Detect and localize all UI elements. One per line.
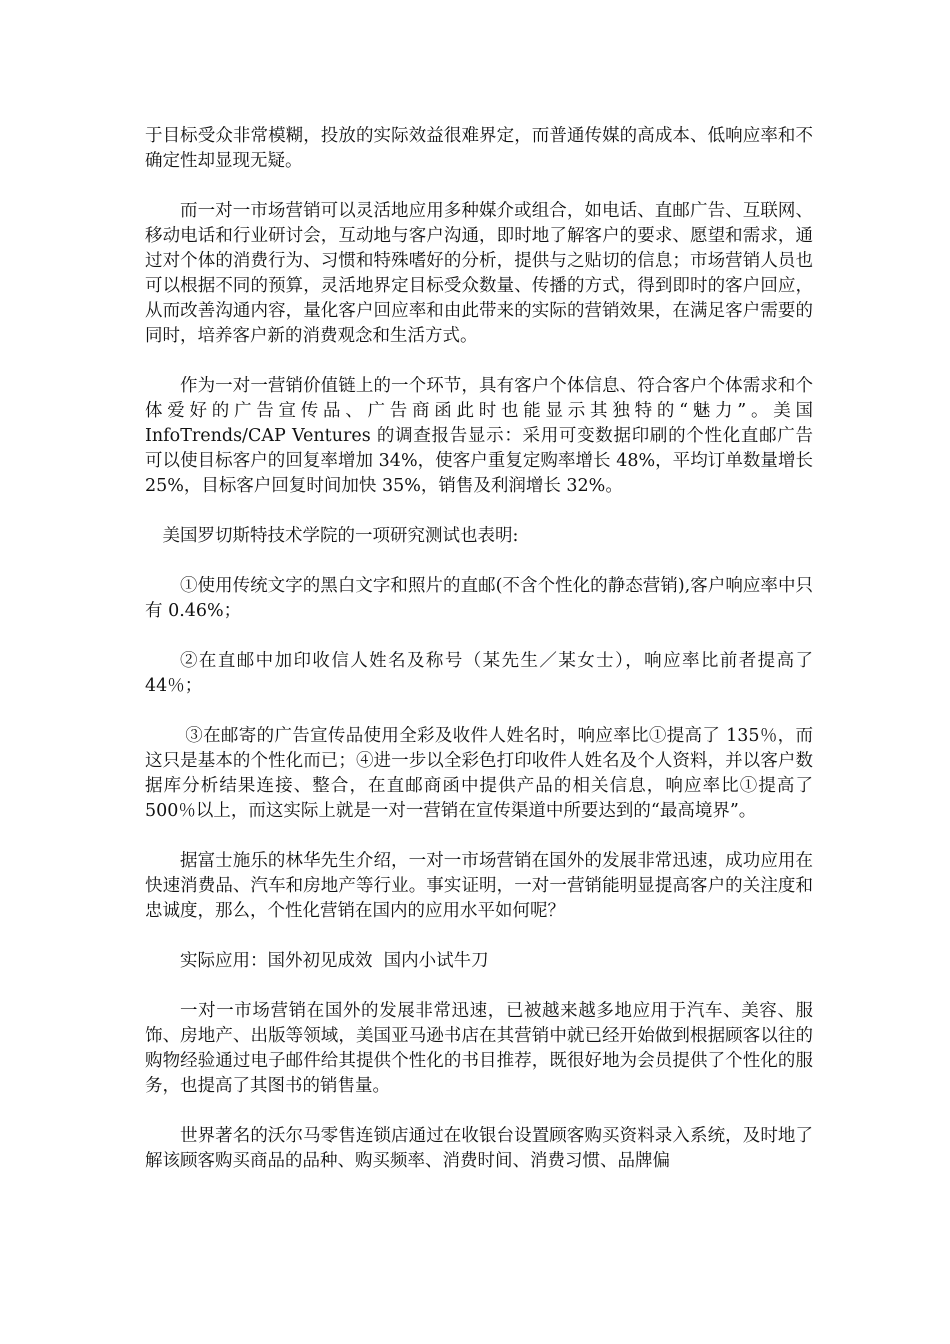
paragraph-amazon: 一对一市场营销在国外的发展非常迅速，已被越来越多地应用于汽车、美容、服饰、房地产、出版等领域，美国亚马逊书店在其营销中就已经开始做到根据顾客以往的购物经验通过电子邮件给其提供个性化的书目推荐，既很好地为会员提供了个性化的服务，也提高了其图书的销售量。 <box>145 1001 813 1096</box>
paragraph-rit-study: 美国罗切斯特技术学院的一项研究测试也表明: <box>162 526 519 546</box>
paragraph-value-chain: 作为一对一营销价值链上的一个环节，具有客户个体信息、符合客户个体需求和个体爱好的广告宣传品、广告商函此时也能显示其独特的“魅力”。美国 InfoTrends/CAP Ventures 的调查报告显示：采用可变数据印刷的个性化直邮广告可以使目标客户的回复率增加 34%，使客户重复定购率增长 48%，平均订单数量增长 25%，目标客户回复时间加快 35%，销售及利润增长 32%。 <box>145 376 813 496</box>
paragraph-one-to-one-marketing: 而一对一市场营销可以灵活地应用多种媒介或组合，如电话、直邮广告、互联网、移动电话和行业研讨会，互动地与客户沟通，即时地了解客户的要求、愿望和需求，通过对个体的消费行为、习惯和特殊嗜好的分析，提供与之贴切的信息；市场营销人员也可以根据不同的预算，灵活地界定目标受众数量、传播的方式，得到即时的客户回应，从而改善沟通内容，量化客户回应率和由此带来的实际的营销效果，在满足客户需要的同时，培养客户新的消费观念和生活方式。 <box>145 201 813 346</box>
paragraph-finding-2: ②在直邮中加印收信人姓名及称号（某先生／某女士），响应率比前者提高了 44％； <box>145 651 813 696</box>
paragraph-finding-1: ①使用传统文字的黑白文字和照片的直邮(不含个性化的静态营销),客户响应率中只有 0.46%； <box>145 576 813 621</box>
paragraph-fuji-xerox: 据富士施乐的林华先生介绍，一对一市场营销在国外的发展非常迅速，成功应用在快速消费品、汽车和房地产等行业。事实证明，一对一营销能明显提高客户的关注度和忠诚度，那么，个性化营销在国内的应用水平如何呢？ <box>145 851 813 921</box>
document-page <box>145 124 813 1174</box>
paragraph-continued: 于目标受众非常模糊，投放的实际效益很难界定，而普通传媒的高成本、低响应率和不确定性却显现无疑。 <box>145 126 813 171</box>
paragraph-walmart: 世界著名的沃尔马零售连锁店通过在收银台设置顾客购买资料录入系统，及时地了解该顾客购买商品的品种、购买频率、消费时间、消费习惯、品牌偏 <box>145 1126 813 1171</box>
paragraph-finding-3-4: ③在邮寄的广告宣传品使用全彩及收件人姓名时，响应率比①提高了 135％，而这只是基本的个性化而已；④进一步以全彩色打印收件人姓名及个人资料，并以客户数据库分析结果连接、整合，在直邮商函中提供产品的相关信息，响应率比①提高了 500％以上，而这实际上就是一对一营销在宣传渠道中所要达到的“最高境界”。 <box>145 726 813 821</box>
section-heading: 实际应用：国外初见成效 国内小试牛刀 <box>180 951 489 971</box>
